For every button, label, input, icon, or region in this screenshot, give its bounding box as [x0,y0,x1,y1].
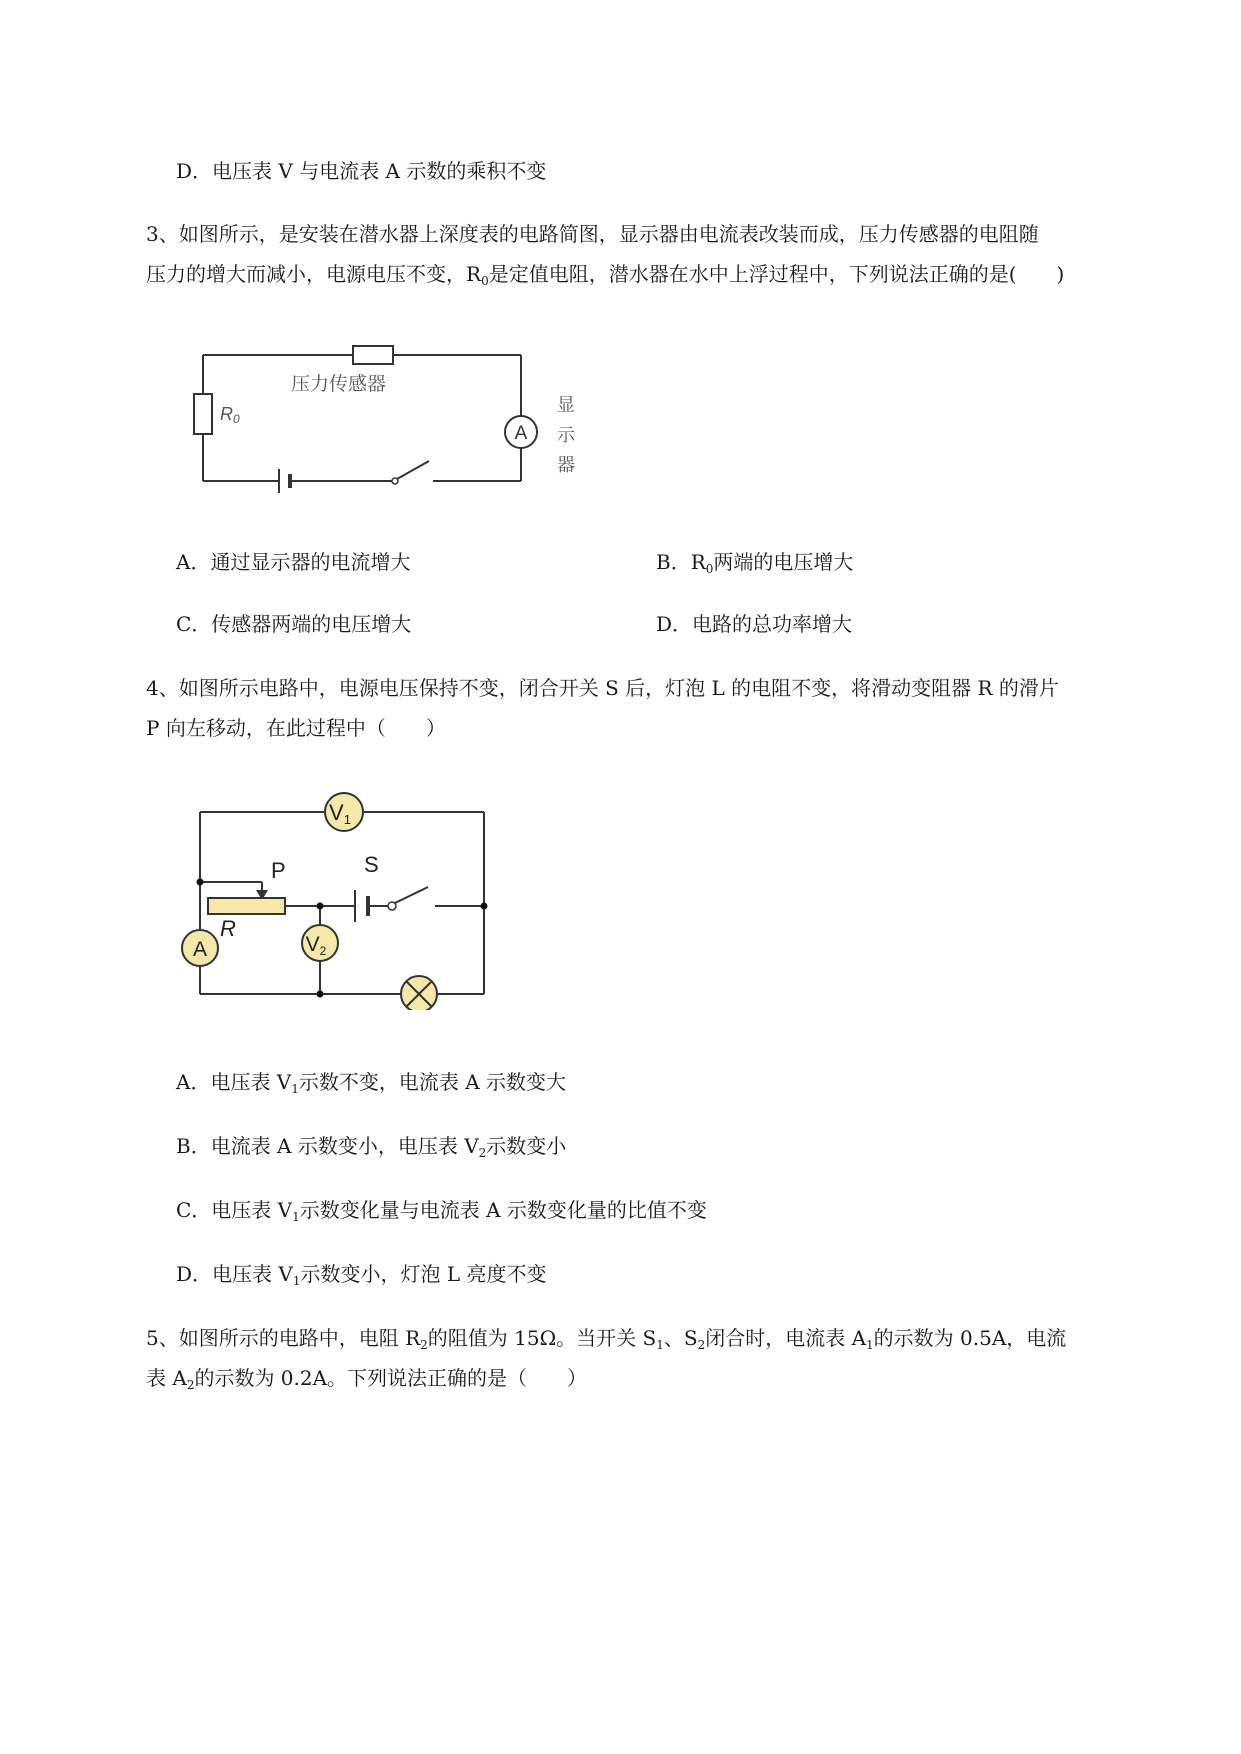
switch-s [388,887,428,910]
q4-option-a [176,1070,566,1094]
q3-option-c: C．传感器两端的电压增大 [176,612,412,636]
q3-stem-text-cont: 是定值电阻，潜水器在水中上浮过程中，下列说法正确的是( ) [488,262,1065,286]
q5-text: 的示数为 0.2A。下列说法正确的是（ ） [194,1366,588,1390]
q5-stem-line2 [146,1358,1146,1398]
r0-resistor [194,394,212,434]
junction-dot [317,903,324,910]
q3-stem-line1: 3、如图所示，是安装在潜水器上深度表的电路简图，显示器由电流表改装而成，压力传感器的电阻随 [146,222,1039,246]
q3-option-b-subscript: 0 [705,562,714,576]
q2-option-d: D．电压表 V 与电流表 A 示数的乘积不变 [176,159,547,183]
q4-option-d-subscript: 1 [292,1274,301,1288]
r0-label: R0 [220,404,240,426]
q4-stem-line1: 4、如图所示电路中，电源电压保持不变，闭合开关 S 后，灯泡 L 的电阻不变，将滑动变阻器 R 的滑片 [146,676,1059,700]
q3-option-b [656,550,853,574]
p-label: P [271,858,286,883]
q3-option-b-text: B．R [656,550,706,574]
q4-option-c-text: C．电压表 V [176,1198,293,1222]
q4-stem [146,668,1146,748]
q4-option-c-text-cont: 示数变化量与电流表 A 示数变化量的比值不变 [299,1198,707,1222]
ammeter-label: A [514,423,528,444]
s-label: S [364,852,379,877]
v2-label: V2 [305,933,327,958]
junction-dot [197,879,204,886]
r-label: R [220,916,236,941]
pressure-sensor-label: 压力传感器 [291,374,387,395]
q3-option-a: A．通过显示器的电流增大 [176,550,411,574]
q5-stem-line1 [146,1318,1146,1358]
q4-option-d-text-cont: 示数变小，灯泡 L 亮度不变 [300,1262,547,1286]
q3-circuit-diagram [185,335,605,505]
pressure-sensor-resistor [353,346,393,364]
q4-option-c-subscript: 1 [292,1210,300,1224]
q4-stem-line2: P 向左移动，在此过程中（ ） [146,716,446,740]
q5-subscript: 1 [656,1338,664,1352]
q5-text: 、S [663,1326,698,1350]
q3-stem-line2 [146,254,1146,294]
display-label-2: 示 [557,425,575,445]
v1-label: V1 [329,800,351,827]
q5-text: 表 A [146,1366,187,1390]
q5-text: 的示数为 0.5A，电流 [873,1326,1067,1350]
q4-option-b [176,1134,566,1158]
q5-text: 闭合时，电流表 A [705,1326,867,1350]
a-label: A [192,938,208,961]
q4-option-b-text-cont: 示数变小 [486,1134,567,1158]
display-label-3: 器 [557,455,575,475]
junction-dot [481,903,488,910]
q4-option-a-text-cont: 示数不变，电流表 A 示数变大 [298,1070,567,1094]
q4-option-d [176,1262,546,1286]
q5-subscript: 2 [697,1338,706,1352]
q3-option-b-text-cont: 两端的电压增大 [713,550,854,574]
rheostat-r [208,898,285,914]
junction-dot [317,991,324,998]
display-label-1: 显 [557,395,575,415]
q5-text: 的阻值为 15Ω。当开关 S [427,1326,657,1350]
q5-subscript: 1 [866,1338,874,1352]
q4-option-b-text: B．电流表 A 示数变小，电压表 V [176,1134,479,1158]
q3-stem-text: 压力的增大而减小，电源电压不变，R [146,262,482,286]
q3-stem [146,214,1146,294]
q5-text: 5、如图所示的电路中，电阻 R [146,1326,421,1350]
q5-subscript: 2 [186,1378,195,1392]
q5-subscript: 2 [420,1338,428,1352]
q4-circuit-diagram [170,790,510,1010]
switch [392,461,429,484]
q3-r0-subscript: 0 [481,274,489,288]
q4-option-d-text: D．电压表 V [176,1262,293,1286]
lamp-l [401,976,437,1010]
q3-option-d: D．电路的总功率增大 [656,612,853,636]
q4-option-a-subscript: 1 [291,1082,299,1096]
q4-option-c [176,1198,707,1222]
q5-stem [146,1318,1146,1398]
q4-option-a-text: A．电压表 V [176,1070,292,1094]
q4-option-b-subscript: 2 [478,1146,487,1160]
